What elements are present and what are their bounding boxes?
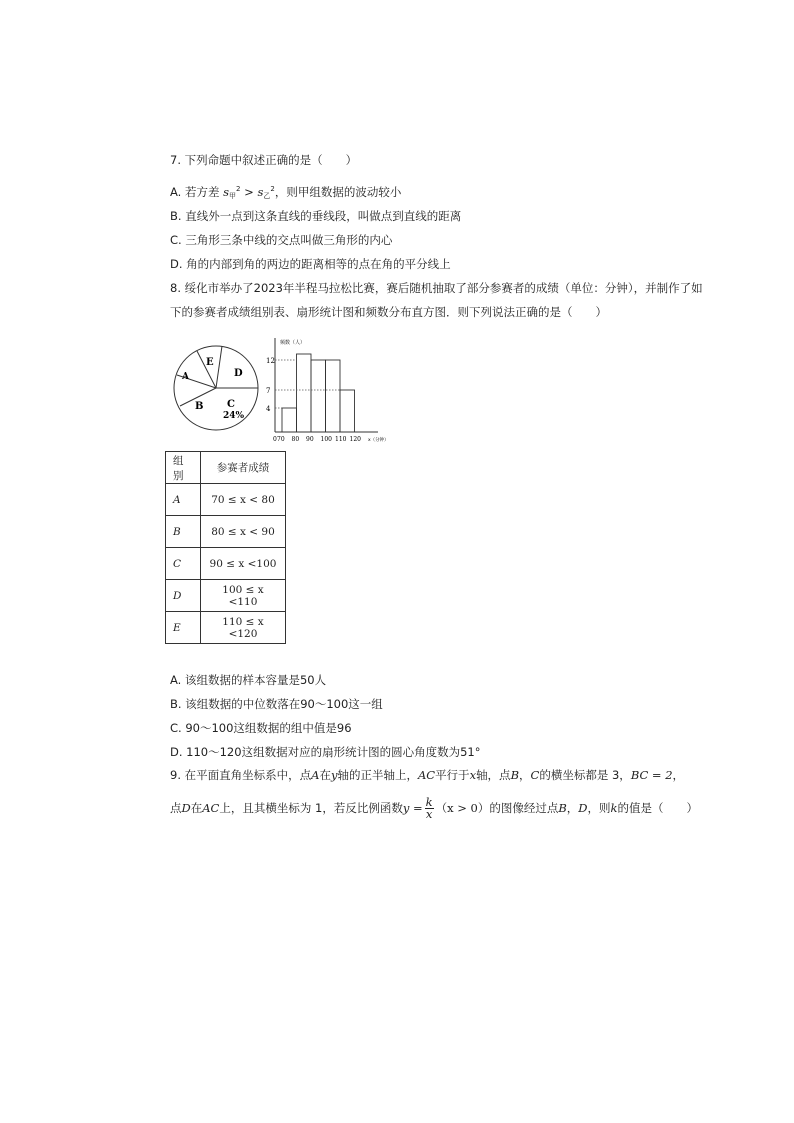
table-row — [166, 484, 286, 516]
table-cell-range: 90 ≤ x <100 — [201, 548, 286, 580]
histogram-bar — [311, 360, 326, 432]
q9-x-axis: x — [469, 768, 477, 782]
q9-point-c: C — [530, 768, 540, 782]
q9-k: k — [610, 801, 618, 815]
q8-stem-line1: 8. 绥化市举办了2023年半程马拉松比赛，赛后随机抽取了部分参赛者的成绩（单位：分钟），并制作了如 — [170, 281, 703, 295]
table-cell-range: 110 ≤ x <120 — [201, 612, 286, 644]
q9-fraction — [425, 797, 434, 820]
pie-label-c-percent: 24% — [223, 411, 245, 421]
q7-option-a-suffix: ，则甲组数据的波动较小 — [274, 185, 402, 199]
q8-figure — [168, 336, 398, 446]
y-tick-label: 12 — [266, 357, 275, 365]
table-cell-group: D — [166, 580, 201, 612]
q9-text: 点 — [170, 801, 182, 815]
variance-symbol-2: s — [257, 185, 264, 199]
q9-function-y: y = — [402, 801, 423, 815]
q9-text: 在 — [319, 768, 331, 782]
q8-option-b: B. 该组数据的中位数落在90～100这一组 — [170, 697, 383, 711]
x-tick-label: 100 — [320, 436, 332, 443]
table-cell-group: A — [166, 484, 201, 516]
x-tick-label: 110 — [335, 436, 347, 443]
q9-bc-length: BC = 2 — [630, 768, 673, 782]
pie-slice-divider — [216, 346, 222, 388]
variance-sup-2: 2 — [270, 185, 275, 193]
table-cell-range: 80 ≤ x < 90 — [201, 516, 286, 548]
q9-point-b: B — [558, 801, 567, 815]
group-table — [165, 451, 286, 644]
q7-option-a-prefix: A. 若方差 — [170, 185, 224, 199]
q9-text: ， — [519, 768, 531, 782]
q9-text: 上，且其横坐标为 1，若反比例函数 — [219, 801, 403, 815]
x-tick-label: 0 — [273, 436, 277, 443]
q7-option-d: D. 角的内部到角的两边的距离相等的点在角的平分线上 — [170, 257, 451, 271]
q9-point-d: D — [181, 801, 191, 815]
q9-text: 的图像经过点 — [489, 801, 559, 815]
pie-label-d: D — [234, 368, 243, 379]
table-cell-range: 70 ≤ x < 80 — [201, 484, 286, 516]
q9-segment-ac: AC — [417, 768, 436, 782]
table-cell-group: C — [166, 548, 201, 580]
q9-text: 平行于 — [435, 768, 470, 782]
variance-sup: 2 — [236, 185, 241, 193]
histogram-bar — [340, 390, 355, 432]
table-row — [166, 612, 286, 644]
q7-option-b: B. 直线外一点到这条直线的垂线段，叫做点到直线的距离 — [170, 209, 462, 223]
q7-stem: 7. 下列命题中叙述正确的是（ ） — [170, 153, 358, 167]
table-cell-group: B — [166, 516, 201, 548]
q9-text: 的横坐标都是 3， — [539, 768, 631, 782]
pie-label-a: A — [182, 372, 189, 382]
hist-x-label: x（分钟） — [368, 438, 389, 443]
q9-segment-ac: AC — [202, 801, 220, 815]
table-row — [166, 580, 286, 612]
pie-label-e: E — [206, 357, 214, 368]
hist-y-label: 频数（人） — [280, 340, 306, 346]
q8-stem-line2: 下的参赛者成绩组别表、扇形统计图和频数分布直方图．则下列说法正确的是（ ） — [170, 305, 607, 319]
table-row — [166, 548, 286, 580]
q9-text: ， — [672, 768, 685, 782]
q7-option-c: C. 三角形三条中线的交点叫做三角形的内心 — [170, 233, 393, 247]
q9-text: 轴的正半轴上， — [337, 768, 418, 782]
x-tick-label: 80 — [291, 436, 300, 443]
q7-option-a — [170, 182, 401, 203]
x-tick-label: 70 — [277, 436, 285, 443]
q9-text: 的值是（ ） — [617, 801, 698, 815]
x-tick-label: 120 — [349, 436, 361, 443]
q9-text: ，则 — [587, 801, 611, 815]
q8-option-a: A. 该组数据的样本容量是50人 — [170, 673, 327, 687]
pie-label-c: C — [227, 399, 235, 410]
q8-option-d: D. 110～120这组数据对应的扇形统计图的圆心角度数为51° — [170, 745, 481, 759]
q9-text: 轴，点 — [476, 768, 511, 782]
table-cell-range: 100 ≤ x <110 — [201, 580, 286, 612]
table-header-score: 参赛者成绩 — [201, 452, 286, 484]
variance-sub-yi: 乙 — [263, 192, 271, 200]
q9-text: 在 — [190, 801, 203, 815]
variance-sub-jia: 甲 — [229, 192, 237, 200]
q9-point-d: D — [578, 801, 588, 815]
histogram-bar — [297, 354, 312, 432]
q9-y-axis: y — [330, 768, 338, 782]
pie-chart — [174, 346, 258, 430]
x-tick-label: 90 — [306, 436, 314, 443]
table-header-row — [166, 452, 286, 484]
q9-line1 — [170, 768, 684, 782]
y-tick-label: 7 — [266, 387, 271, 395]
pie-label-b: B — [195, 401, 204, 412]
fraction-numerator: k — [425, 795, 433, 809]
q8-option-c: C. 90～100这组数据的组中值是96 — [170, 721, 352, 735]
q9-point-a: A — [311, 768, 320, 782]
q9-domain-condition: （x > 0） — [435, 801, 490, 815]
q9-text: ， — [566, 801, 579, 815]
q9-point-b: B — [510, 768, 520, 782]
q9-line2 — [170, 797, 698, 820]
histogram — [266, 338, 389, 443]
histogram-bar — [282, 408, 297, 432]
variance-symbol: s — [223, 185, 230, 199]
greater-than: > — [240, 185, 258, 199]
table-cell-group: E — [166, 612, 201, 644]
q9-text: 9. 在平面直角坐标系中，点 — [170, 768, 312, 782]
table-header-group: 组别 — [166, 452, 201, 484]
table-row — [166, 516, 286, 548]
histogram-bar — [326, 360, 341, 432]
y-tick-label: 4 — [266, 405, 271, 413]
fraction-denominator: x — [425, 807, 433, 821]
